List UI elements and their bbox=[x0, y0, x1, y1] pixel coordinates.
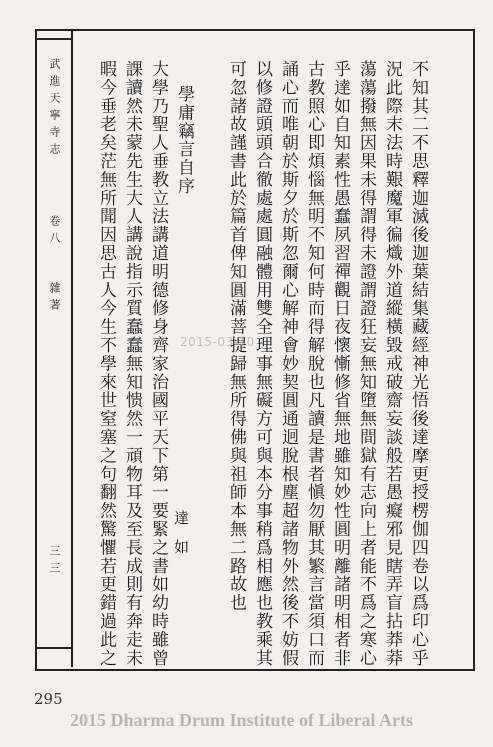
text-column: 乎達如自知素性愚蠢夙習禪觀日夜懷慚修省無地雖知妙性圓明離諸明相者非 bbox=[330, 60, 350, 668]
gutter-leaf-number: 三三 bbox=[48, 545, 61, 579]
author-signature: 達如 bbox=[172, 510, 190, 568]
page-number: 295 bbox=[34, 690, 63, 708]
text-column: 以修證頭頭合徹處處圓融體用雙全理事無礙方可與本分事稍爲相應也教乘其 bbox=[252, 60, 272, 668]
text-column: 誦心而唯朝於斯夕於斯忽爾心解神會妙契圓通迥脫根塵超諸物外然後不妨假 bbox=[278, 60, 298, 668]
gutter-bottom-rule bbox=[37, 647, 71, 649]
text-column: 不知其二不思釋迦滅後迦葉結集藏經神光悟後達摩更授楞伽四卷以爲印心乎 bbox=[408, 60, 428, 668]
text-column: 課讀然未蒙先生大人講說指示質蠢蠢無知愦然一頑物耳及至長成則有奔走未 bbox=[122, 60, 142, 668]
gutter-section: 雜著 bbox=[48, 282, 61, 316]
text-column: 況此際末法時艱魔軍徧熾外道縱橫毀戒破齋妄談般若愚癡邪見瞎弄盲拈莽莽 bbox=[382, 60, 402, 668]
gutter-divider bbox=[71, 31, 73, 667]
date-watermark: 2015-03-10 bbox=[180, 335, 255, 349]
gutter-book-title: 武進天寧寺志 bbox=[48, 58, 61, 160]
institute-watermark: 2015 Dharma Drum Institute of Liberal Arts bbox=[70, 710, 413, 730]
section-heading: 學庸竊言自序 bbox=[174, 85, 194, 196]
gutter-volume: 卷八 bbox=[48, 215, 61, 249]
text-column: 大學乃聖人垂教立法講道明德修身齊家治國平天下第一要緊之書如幼時雖曾 bbox=[148, 60, 168, 668]
text-column: 古教照心即煩惱無明不知何時而得解脫也凡讀是書者愼勿厭其繁言當須口而 bbox=[304, 60, 324, 668]
text-column: 可忽諸故謹書此於篇首俾知圓滿菩提歸無所得佛與祖師本無二路故也 bbox=[226, 60, 246, 612]
text-column: 蕩蕩撥無因果未得謂得未證謂證狂妄無知墮無間獄有志向上者能不爲之寒心 bbox=[356, 60, 376, 668]
text-column: 暇今垂老矣茫無所聞因思古人今生不學來世窒塞之句翻然驚懼若更錯過此之 bbox=[96, 60, 116, 668]
gutter-top-rule bbox=[37, 38, 71, 40]
